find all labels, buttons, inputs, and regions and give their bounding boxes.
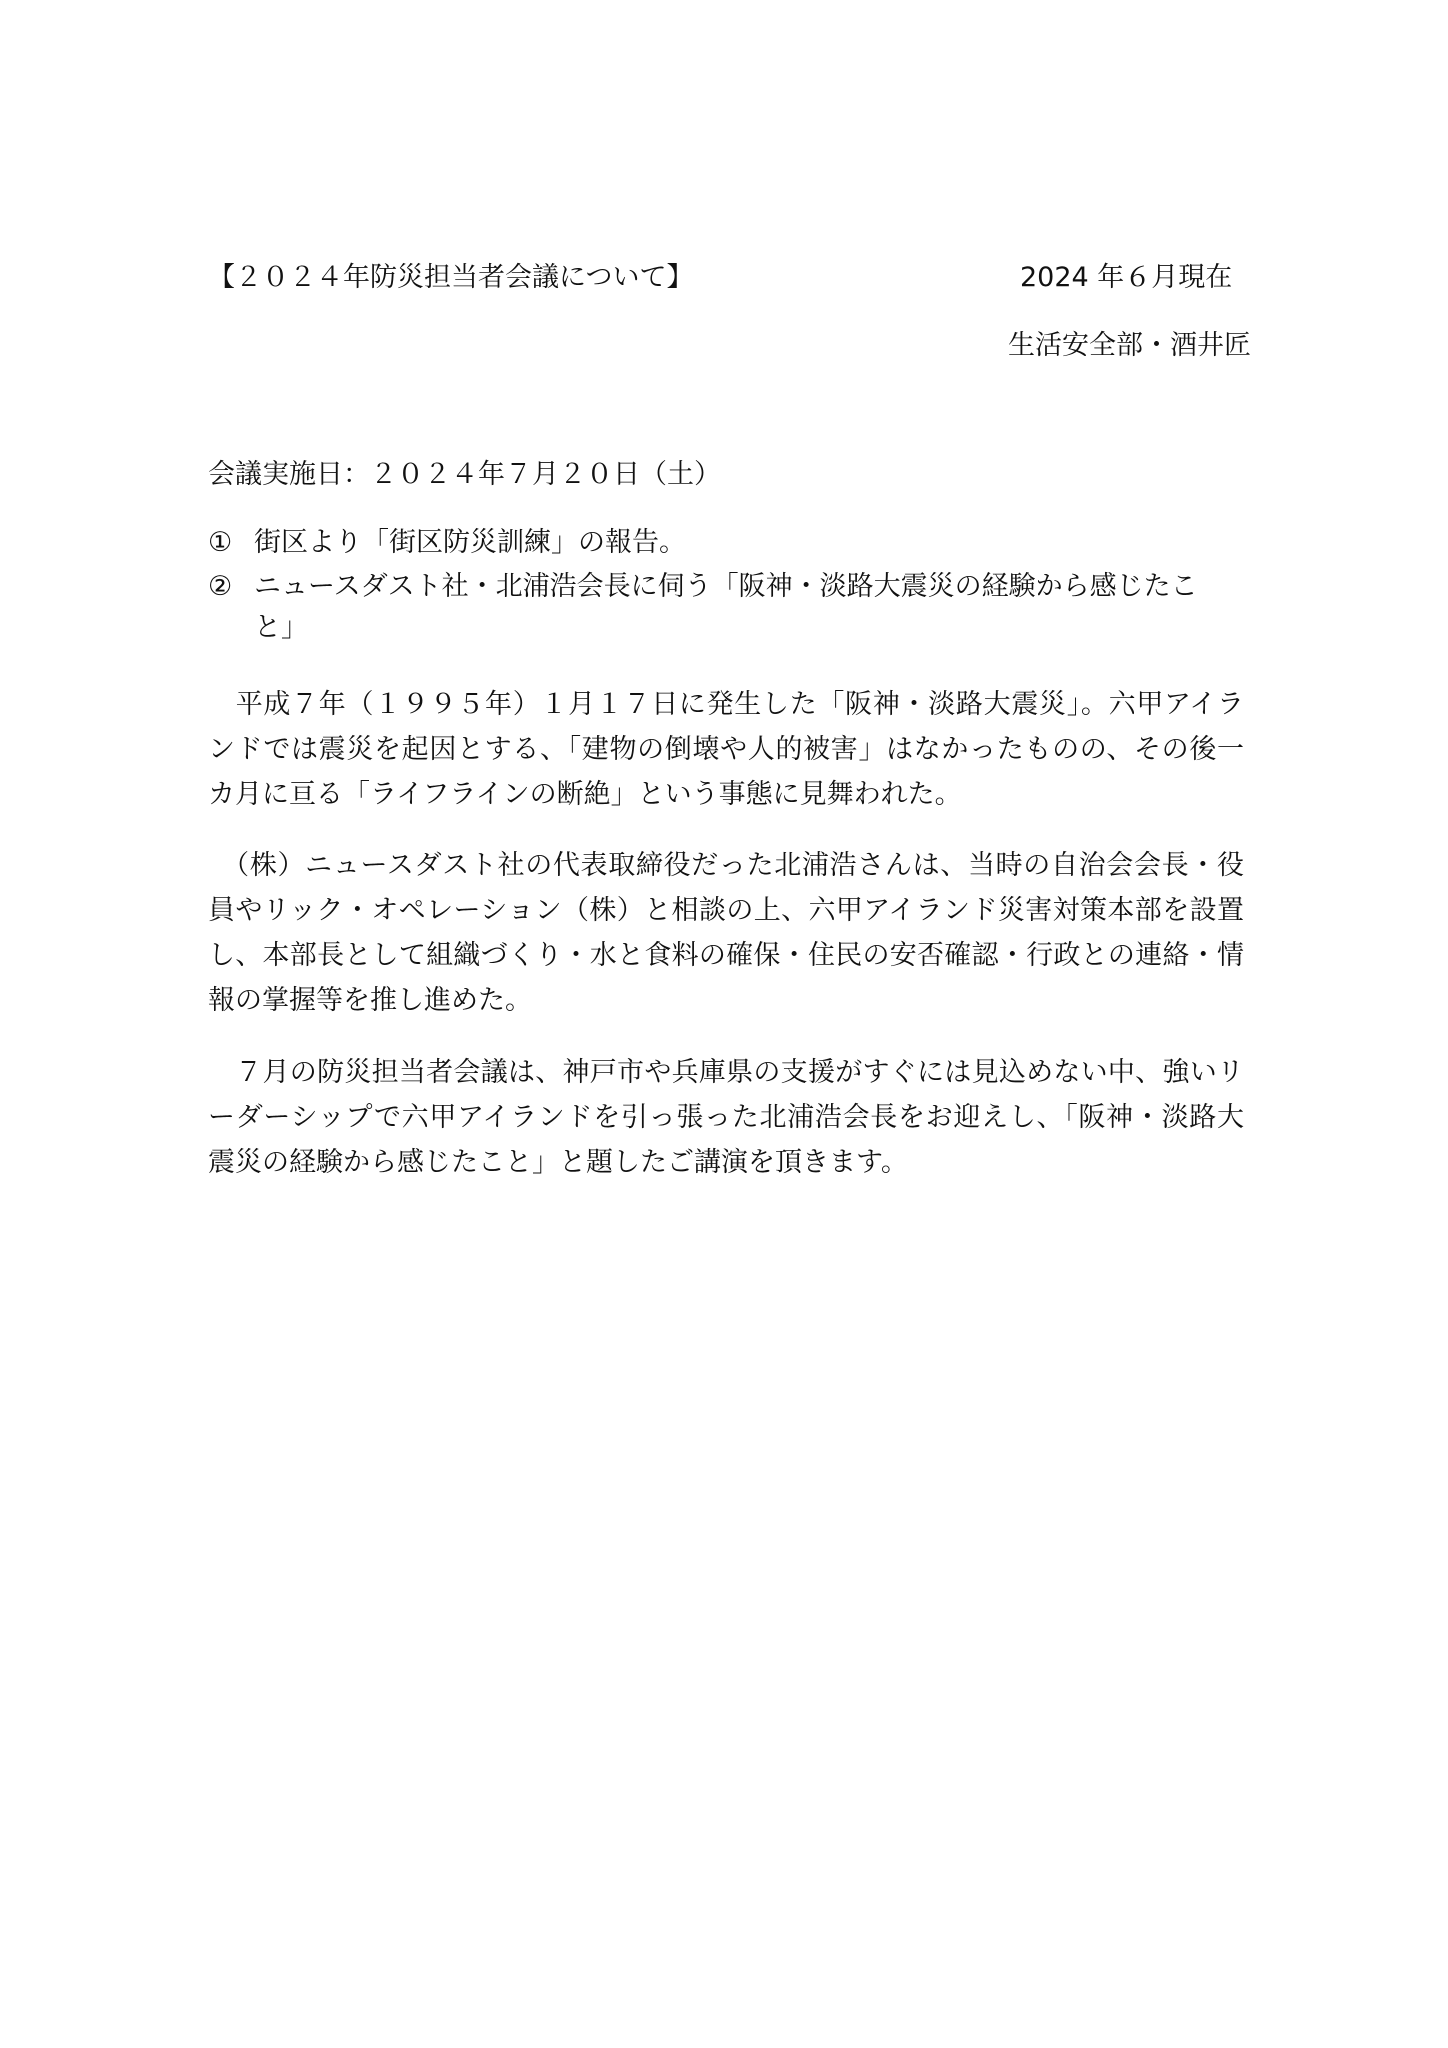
meeting-date: 会議実施日：２０２４年７月２０日（土） [208, 459, 721, 490]
paragraph-meeting: ７月の防災担当者会議は、神戸市や兵庫県の支援がすぐには見込めない中、強いリーダーシップで六甲アイランドを引っ張った北浦浩会長をお迎えし、「阪神・淡路大震災の経験から感じたこと」と題したご講演を頂きます。 [208, 1057, 1244, 1178]
agenda-item-number: ② [208, 571, 233, 602]
paragraph-earthquake: 平成７年（１９９５年）１月１７日に発生した「阪神・淡路大震災」。六甲アイランドでは震災を起因とする、「建物の倒壊や人的被害」はなかったものの、その後一カ月に亘る「ライフラインの断絶」という事態に見舞われた。 [208, 689, 1244, 810]
agenda-item [208, 566, 1248, 648]
document-date: 2024 年６月現在 [1020, 262, 1233, 293]
document-title: 【２０２４年防災担当者会議について】 [208, 262, 694, 293]
paragraph-kitaura: （株）ニュースダスト社の代表取締役だった北浦浩さんは、当時の自治会会長・役員やリック・オペレーション（株）と相談の上、六甲アイランド災害対策本部を設置し、本部長として組織づくり・水と食料の確保・住民の安否確認・行政との連絡・情報の掌握等を推し進めた。 [208, 850, 1244, 1016]
agenda-list [208, 522, 1248, 651]
document-author: 生活安全部・酒井匠 [1008, 330, 1251, 361]
agenda-item [208, 522, 1248, 563]
agenda-item-number: ① [208, 527, 233, 558]
agenda-item-text: 街区より「街区防災訓練」の報告。 [254, 527, 686, 558]
agenda-item-text: ニュースダスト社・北浦浩会長に伺う「阪神・淡路大震災の経験から感じたこと」 [254, 571, 1198, 643]
